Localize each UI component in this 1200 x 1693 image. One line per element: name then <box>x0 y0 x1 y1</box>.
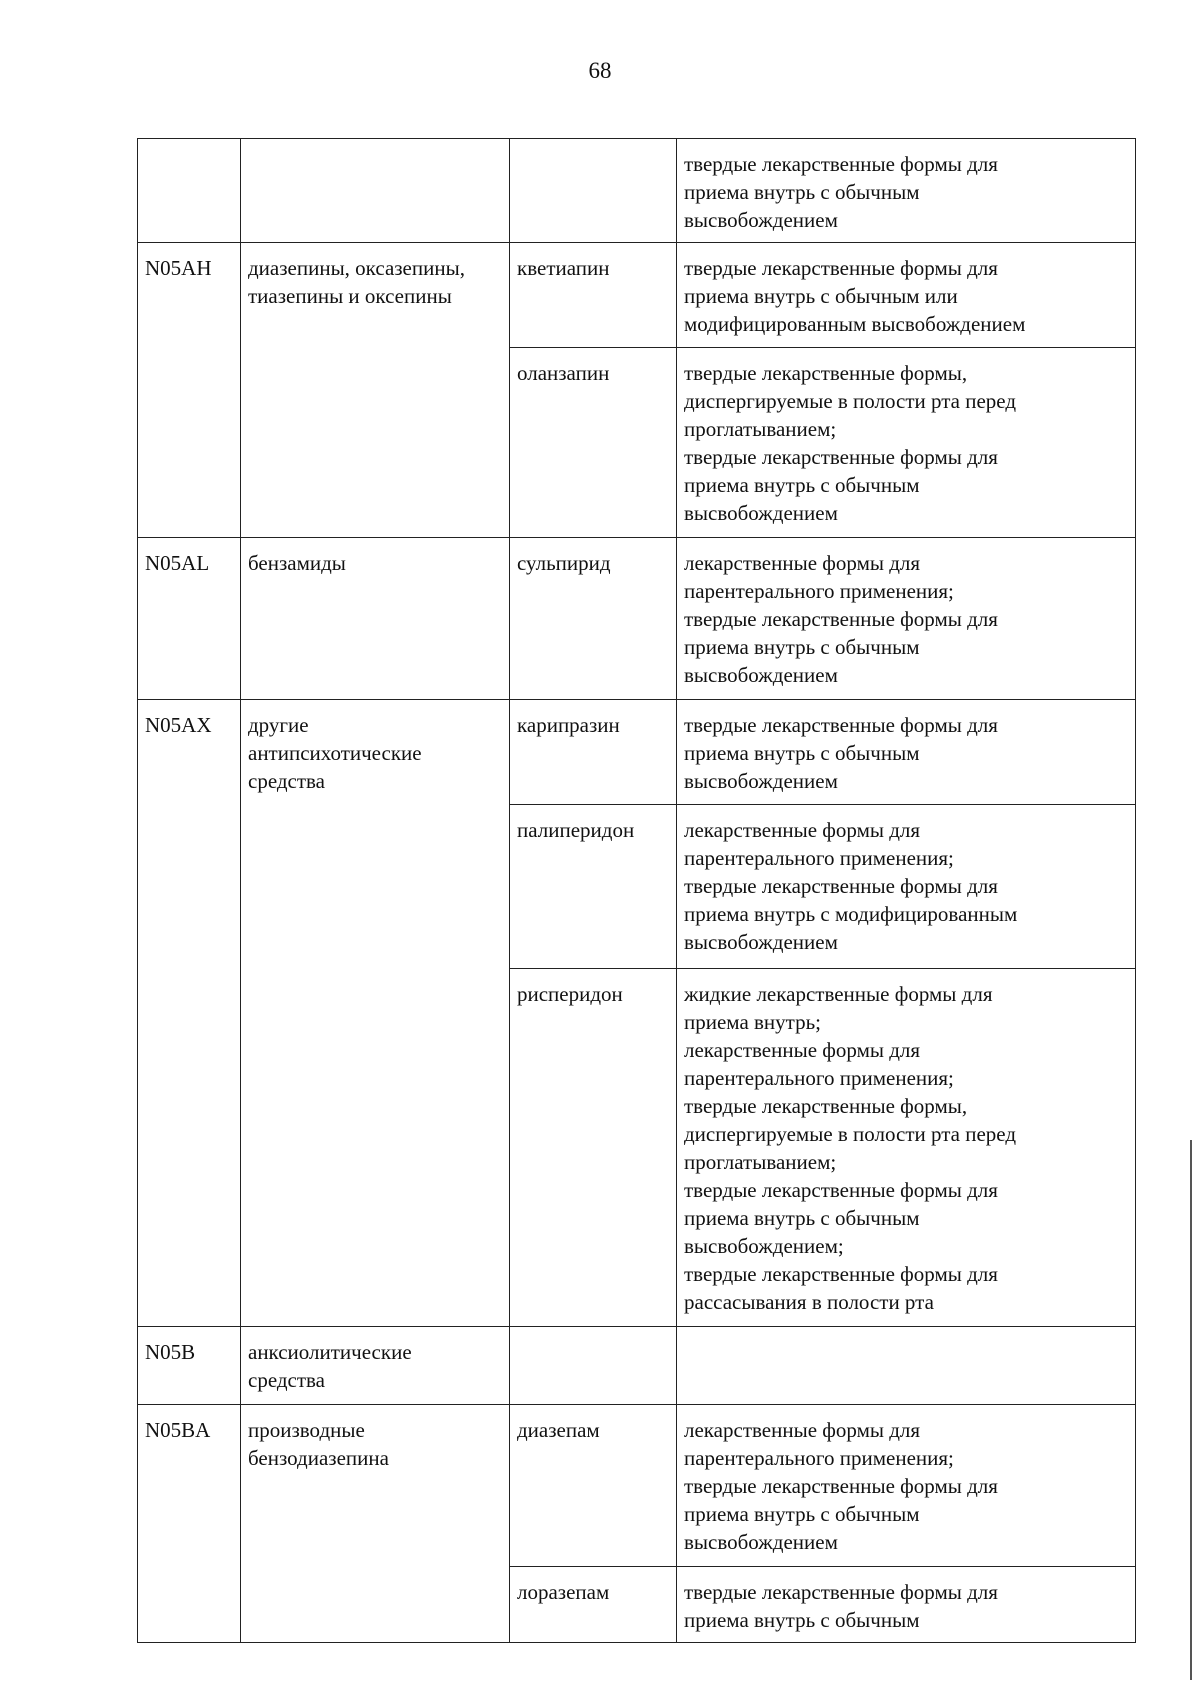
drug-cell: сульпирид <box>510 538 677 700</box>
drug-cell: лоразепам <box>510 1567 677 1643</box>
atc-code-cell: N05AL <box>138 538 241 700</box>
group-cell: другие антипсихотические средства <box>241 700 510 1327</box>
drug-cell: карипразин <box>510 700 677 805</box>
group-cell: производные бензодиазепина <box>241 1405 510 1643</box>
atc-code-cell: N05BA <box>138 1405 241 1643</box>
table-row <box>138 1327 1136 1405</box>
table-row <box>138 700 1136 805</box>
scan-edge-mark <box>1190 1140 1192 1680</box>
dosage-forms-cell <box>677 1327 1136 1405</box>
atc-code-cell: N05AX <box>138 700 241 1327</box>
drug-cell: диазепам <box>510 1405 677 1567</box>
dosage-forms-cell: твердые лекарственные формы, диспергируемые в полости рта перед проглатыванием; твердые лекарственные формы для приема внутрь с обычным высвобождением <box>677 348 1136 538</box>
page-number: 68 <box>588 58 612 83</box>
atc-code-cell: N05B <box>138 1327 241 1405</box>
atc-code-cell: N05AH <box>138 243 241 538</box>
drug-cell: палиперидон <box>510 805 677 969</box>
drug-cell: рисперидон <box>510 969 677 1327</box>
drug-cell <box>510 1327 677 1405</box>
dosage-forms-cell: твердые лекарственные формы для приема внутрь с обычным или модифицированным высвобождением <box>677 243 1136 348</box>
table-row <box>138 1405 1136 1567</box>
group-cell: бензамиды <box>241 538 510 700</box>
dosage-forms-cell: лекарственные формы для парентерального применения; твердые лекарственные формы для приема внутрь с обычным высвобождением <box>677 1405 1136 1567</box>
table-row <box>138 139 1136 243</box>
table-row <box>138 243 1136 348</box>
drug-cell: кветиапин <box>510 243 677 348</box>
atc-code-cell <box>138 139 241 243</box>
dosage-forms-cell: жидкие лекарственные формы для приема внутрь; лекарственные формы для парентерального применения; твердые лекарственные формы, диспергируемые в полости рта перед проглатыванием; твердые лекарственные формы для приема внутрь с обычным высвобождением; твердые лекарственные формы для рассасывания в полости рта <box>677 969 1136 1327</box>
group-cell <box>241 139 510 243</box>
dosage-forms-cell: твердые лекарственные формы для приема внутрь с обычным <box>677 1567 1136 1643</box>
drug-cell <box>510 139 677 243</box>
dosage-forms-cell: твердые лекарственные формы для приема внутрь с обычным высвобождением <box>677 700 1136 805</box>
table-row <box>138 538 1136 700</box>
dosage-forms-cell: лекарственные формы для парентерального применения; твердые лекарственные формы для приема внутрь с обычным высвобождением <box>677 538 1136 700</box>
dosage-forms-cell: твердые лекарственные формы для приема внутрь с обычным высвобождением <box>677 139 1136 243</box>
dosage-forms-cell: лекарственные формы для парентерального применения; твердые лекарственные формы для приема внутрь с модифицированным высвобождением <box>677 805 1136 969</box>
group-cell: диазепины, оксазепины, тиазепины и оксепины <box>241 243 510 538</box>
medication-table <box>137 138 1136 1643</box>
drug-cell: оланзапин <box>510 348 677 538</box>
group-cell: анксиолитические средства <box>241 1327 510 1405</box>
